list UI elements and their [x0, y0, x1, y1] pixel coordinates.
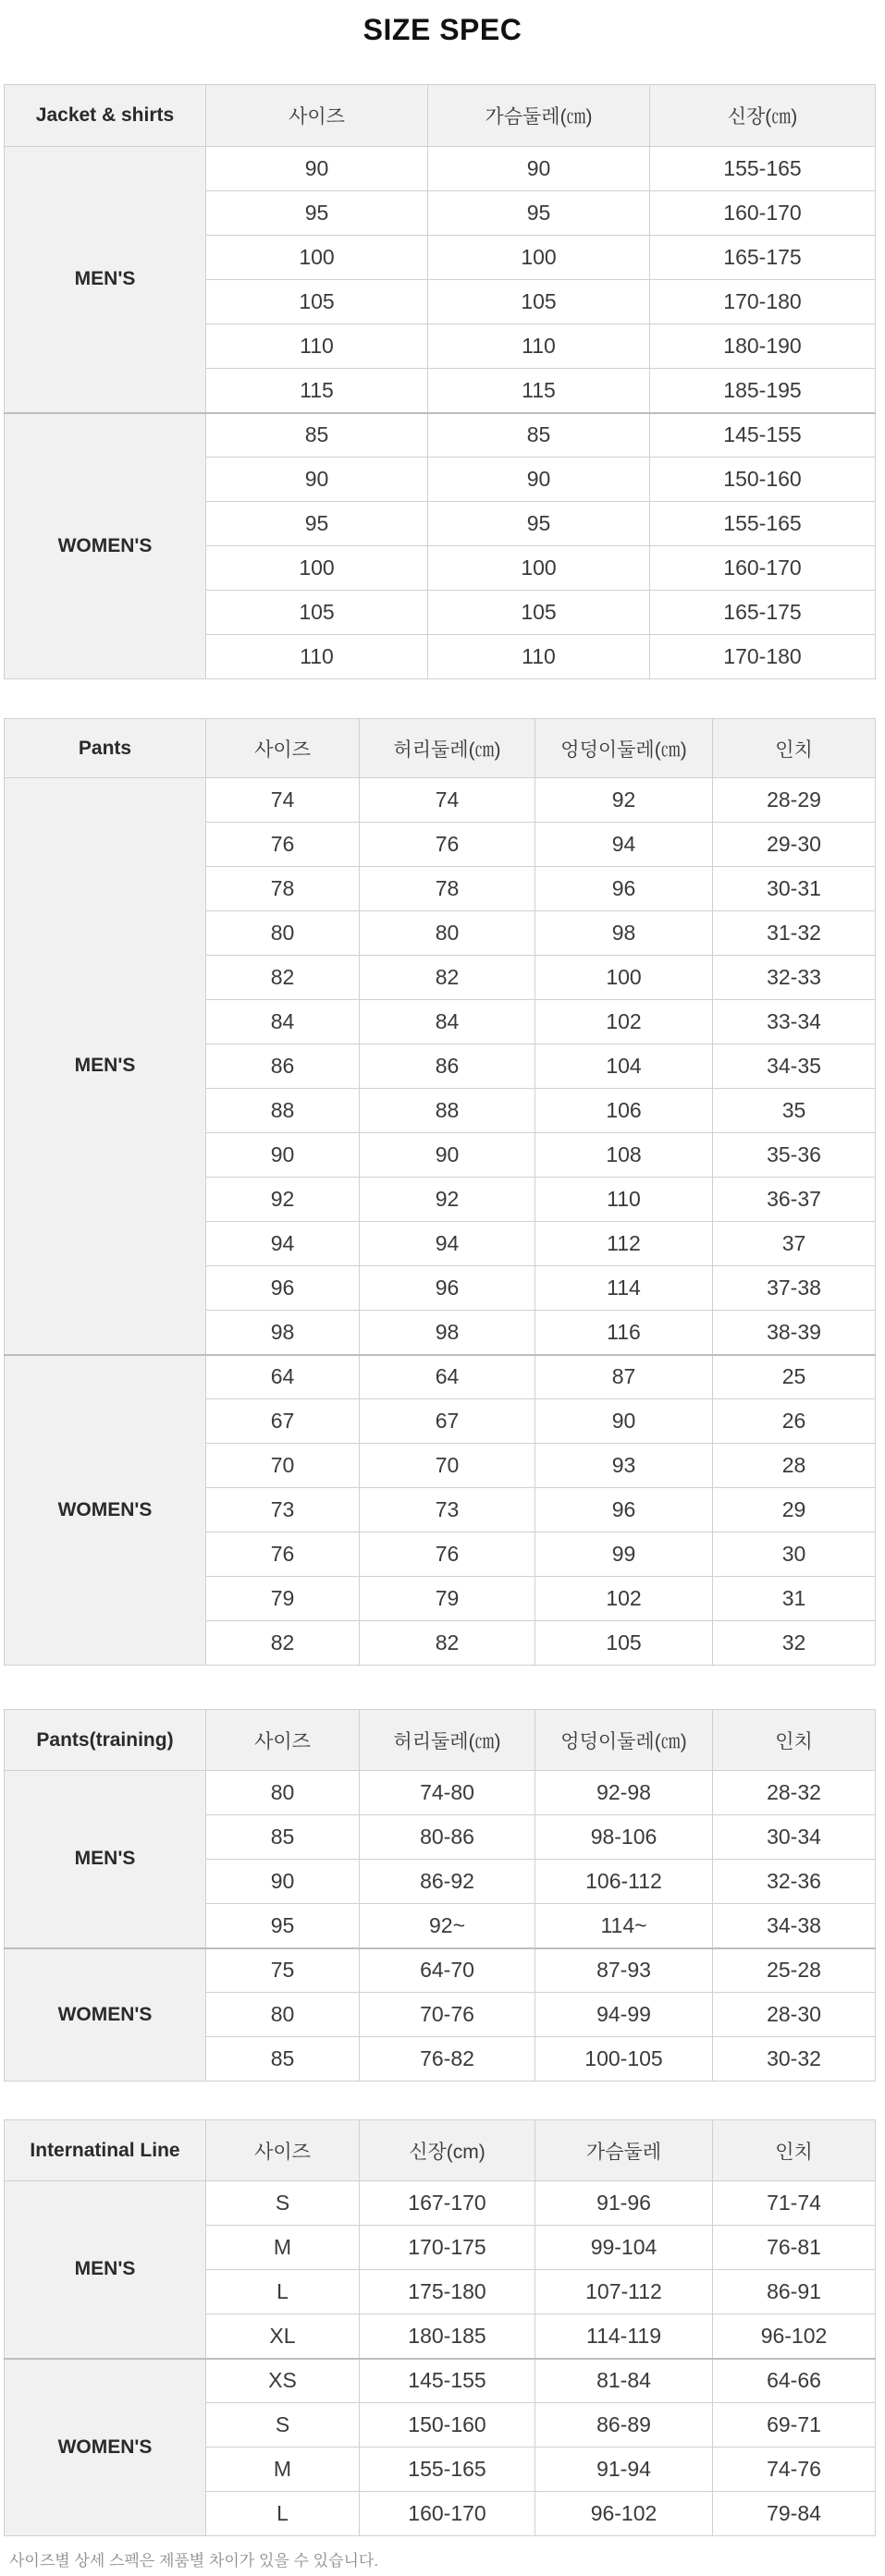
cell: 86-92 — [360, 1860, 535, 1904]
cell: 94-99 — [535, 1993, 713, 2037]
cell: 67 — [360, 1399, 535, 1444]
table-row — [5, 1355, 876, 1399]
cell: 78 — [360, 867, 535, 911]
cell: 31 — [713, 1577, 876, 1621]
cell: 180-185 — [360, 2314, 535, 2359]
cell: 28-30 — [713, 1993, 876, 2037]
cell: 160-170 — [650, 546, 876, 591]
cell: 75 — [206, 1948, 360, 1993]
cell: 91-94 — [535, 2448, 713, 2492]
cell: 96 — [535, 867, 713, 911]
cell: 30-34 — [713, 1815, 876, 1860]
cell: 82 — [360, 1621, 535, 1666]
header-category: Internatinal Line — [5, 2120, 206, 2181]
table-header-row — [5, 2120, 876, 2181]
cell: 74 — [206, 778, 360, 823]
cell: 90 — [428, 458, 650, 502]
cell: 96 — [206, 1266, 360, 1311]
cell: 180-190 — [650, 324, 876, 369]
cell: 34-35 — [713, 1044, 876, 1089]
cell: 76-81 — [713, 2226, 876, 2270]
cell: 96-102 — [713, 2314, 876, 2359]
cell: L — [206, 2270, 360, 2314]
cell: 30-32 — [713, 2037, 876, 2082]
cell: 30 — [713, 1532, 876, 1577]
cell: 170-180 — [650, 635, 876, 679]
cell: 100 — [206, 546, 428, 591]
cell: 107-112 — [535, 2270, 713, 2314]
cell: 64-66 — [713, 2359, 876, 2403]
cell: 94 — [360, 1222, 535, 1266]
header-inch: 인치 — [713, 719, 876, 778]
cell: 155-165 — [360, 2448, 535, 2492]
cell: 90 — [206, 1860, 360, 1904]
cell: 71-74 — [713, 2181, 876, 2226]
cell: 31-32 — [713, 911, 876, 956]
cell: 76-82 — [360, 2037, 535, 2082]
cell: 76 — [360, 1532, 535, 1577]
cell: 85 — [428, 413, 650, 458]
cell: 82 — [206, 956, 360, 1000]
cell: 94 — [535, 823, 713, 867]
cell: 74-76 — [713, 2448, 876, 2492]
cell: 165-175 — [650, 591, 876, 635]
cell: 70 — [360, 1444, 535, 1488]
cell: 92 — [206, 1178, 360, 1222]
header-height: 신장(㎝) — [650, 85, 876, 147]
cell: 64-70 — [360, 1948, 535, 1993]
cell: 150-160 — [360, 2403, 535, 2448]
cell: 73 — [360, 1488, 535, 1532]
cell: 150-160 — [650, 458, 876, 502]
header-chest: 가슴둘레(㎝) — [428, 85, 650, 147]
cell: 32-36 — [713, 1860, 876, 1904]
cell: 115 — [206, 369, 428, 413]
cell: 155-165 — [650, 502, 876, 546]
cell: 160-170 — [360, 2492, 535, 2536]
cell: 110 — [428, 635, 650, 679]
cell: 105 — [535, 1621, 713, 1666]
cell: 86-89 — [535, 2403, 713, 2448]
header-chest: 가슴둘레 — [535, 2120, 713, 2181]
cell: 114-119 — [535, 2314, 713, 2359]
cell: 64 — [360, 1355, 535, 1399]
cell: 110 — [206, 324, 428, 369]
cell: 35 — [713, 1089, 876, 1133]
cell: 36-37 — [713, 1178, 876, 1222]
table-header-row — [5, 85, 876, 147]
cell: 108 — [535, 1133, 713, 1178]
cell: 85 — [206, 2037, 360, 2082]
cell: 116 — [535, 1311, 713, 1355]
cell: 32-33 — [713, 956, 876, 1000]
cell: 105 — [206, 280, 428, 324]
cell: 99-104 — [535, 2226, 713, 2270]
cell: 82 — [206, 1621, 360, 1666]
cell: 90 — [360, 1133, 535, 1178]
cell: 100 — [428, 546, 650, 591]
cell: 96 — [360, 1266, 535, 1311]
cell: 98 — [360, 1311, 535, 1355]
cell: 90 — [206, 147, 428, 191]
cell: 105 — [206, 591, 428, 635]
cell: 95 — [206, 191, 428, 236]
cell: 29 — [713, 1488, 876, 1532]
cell: 32 — [713, 1621, 876, 1666]
cell: 160-170 — [650, 191, 876, 236]
header-size: 사이즈 — [206, 719, 360, 778]
header-size: 사이즈 — [206, 2120, 360, 2181]
cell: 85 — [206, 413, 428, 458]
group-label-womens: WOMEN'S — [5, 413, 206, 679]
cell: 33-34 — [713, 1000, 876, 1044]
cell: 74-80 — [360, 1771, 535, 1815]
header-hip: 엉덩이둘레(㎝) — [535, 719, 713, 778]
cell: 110 — [428, 324, 650, 369]
cell: 94 — [206, 1222, 360, 1266]
header-height: 신장(cm) — [360, 2120, 535, 2181]
header-inch: 인치 — [713, 1710, 876, 1771]
table-header-row — [5, 1710, 876, 1771]
cell: 114 — [535, 1266, 713, 1311]
cell: 91-96 — [535, 2181, 713, 2226]
cell: 70 — [206, 1444, 360, 1488]
cell: 28-29 — [713, 778, 876, 823]
jacket-shirts-size-table — [4, 84, 876, 679]
cell: 81-84 — [535, 2359, 713, 2403]
cell: 85 — [206, 1815, 360, 1860]
cell: M — [206, 2226, 360, 2270]
group-label-mens: MEN'S — [5, 778, 206, 1355]
cell: 165-175 — [650, 236, 876, 280]
cell: 98 — [206, 1311, 360, 1355]
cell: 70-76 — [360, 1993, 535, 2037]
cell: 98-106 — [535, 1815, 713, 1860]
group-label-womens: WOMEN'S — [5, 2359, 206, 2536]
table-row — [5, 778, 876, 823]
cell: 98 — [535, 911, 713, 956]
cell: 84 — [360, 1000, 535, 1044]
cell: 115 — [428, 369, 650, 413]
cell: 38-39 — [713, 1311, 876, 1355]
cell: 96 — [535, 1488, 713, 1532]
cell: 100 — [206, 236, 428, 280]
header-hip: 엉덩이둘레(㎝) — [535, 1710, 713, 1771]
group-label-womens: WOMEN'S — [5, 1355, 206, 1666]
cell: 84 — [206, 1000, 360, 1044]
cell: 95 — [206, 502, 428, 546]
cell: 86 — [206, 1044, 360, 1089]
cell: 76 — [360, 823, 535, 867]
cell: L — [206, 2492, 360, 2536]
cell: 102 — [535, 1577, 713, 1621]
table-row — [5, 1771, 876, 1815]
cell: 86 — [360, 1044, 535, 1089]
international-line-size-table — [4, 2119, 876, 2536]
cell: 88 — [360, 1089, 535, 1133]
page-title: SIZE SPEC — [363, 13, 522, 46]
cell: 112 — [535, 1222, 713, 1266]
footnote: 사이즈별 상세 스펙은 제품별 차이가 있을 수 있습니다. — [9, 2552, 379, 2570]
cell: 80-86 — [360, 1815, 535, 1860]
cell: 80 — [206, 1993, 360, 2037]
cell: 100 — [535, 956, 713, 1000]
cell: 95 — [428, 191, 650, 236]
cell: 100-105 — [535, 2037, 713, 2082]
cell: 74 — [360, 778, 535, 823]
table-row — [5, 147, 876, 191]
header-size: 사이즈 — [206, 1710, 360, 1771]
cell: 100 — [428, 236, 650, 280]
cell: 90 — [206, 458, 428, 502]
group-label-mens: MEN'S — [5, 1771, 206, 1948]
cell: 106-112 — [535, 1860, 713, 1904]
header-size: 사이즈 — [206, 85, 428, 147]
cell: 106 — [535, 1089, 713, 1133]
cell: 104 — [535, 1044, 713, 1089]
cell: 76 — [206, 1532, 360, 1577]
cell: 90 — [206, 1133, 360, 1178]
cell: 105 — [428, 591, 650, 635]
table-header-row — [5, 719, 876, 778]
cell: 145-155 — [650, 413, 876, 458]
cell: 73 — [206, 1488, 360, 1532]
pants-size-table — [4, 718, 876, 1666]
group-label-mens: MEN'S — [5, 147, 206, 413]
header-waist: 허리둘레(㎝) — [360, 1710, 535, 1771]
cell: 95 — [428, 502, 650, 546]
cell: 96-102 — [535, 2492, 713, 2536]
table-row — [5, 413, 876, 458]
group-label-mens: MEN'S — [5, 2181, 206, 2359]
cell: 92~ — [360, 1904, 535, 1948]
cell: 79 — [360, 1577, 535, 1621]
cell: 76 — [206, 823, 360, 867]
cell: 99 — [535, 1532, 713, 1577]
cell: 35-36 — [713, 1133, 876, 1178]
cell: 26 — [713, 1399, 876, 1444]
header-category: Jacket & shirts — [5, 85, 206, 147]
cell: 185-195 — [650, 369, 876, 413]
table-row — [5, 2359, 876, 2403]
group-label-womens: WOMEN'S — [5, 1948, 206, 2082]
cell: S — [206, 2181, 360, 2226]
cell: 92 — [360, 1178, 535, 1222]
cell: 95 — [206, 1904, 360, 1948]
cell: 82 — [360, 956, 535, 1000]
cell: 88 — [206, 1089, 360, 1133]
cell: 102 — [535, 1000, 713, 1044]
cell: 110 — [206, 635, 428, 679]
cell: 87 — [535, 1355, 713, 1399]
cell: XS — [206, 2359, 360, 2403]
cell: 93 — [535, 1444, 713, 1488]
cell: 155-165 — [650, 147, 876, 191]
cell: 90 — [535, 1399, 713, 1444]
cell: XL — [206, 2314, 360, 2359]
header-category: Pants(training) — [5, 1710, 206, 1771]
cell: 29-30 — [713, 823, 876, 867]
table-row — [5, 1948, 876, 1993]
cell: 37 — [713, 1222, 876, 1266]
cell: 69-71 — [713, 2403, 876, 2448]
cell: 92-98 — [535, 1771, 713, 1815]
cell: 170-175 — [360, 2226, 535, 2270]
cell: 86-91 — [713, 2270, 876, 2314]
cell: 25 — [713, 1355, 876, 1399]
cell: 79-84 — [713, 2492, 876, 2536]
cell: 28 — [713, 1444, 876, 1488]
cell: 105 — [428, 280, 650, 324]
cell: 87-93 — [535, 1948, 713, 1993]
cell: S — [206, 2403, 360, 2448]
cell: 67 — [206, 1399, 360, 1444]
cell: 175-180 — [360, 2270, 535, 2314]
cell: 37-38 — [713, 1266, 876, 1311]
header-inch: 인치 — [713, 2120, 876, 2181]
cell: 30-31 — [713, 867, 876, 911]
cell: 80 — [206, 1771, 360, 1815]
header-waist: 허리둘레(㎝) — [360, 719, 535, 778]
cell: 92 — [535, 778, 713, 823]
table-row — [5, 2181, 876, 2226]
cell: 114~ — [535, 1904, 713, 1948]
cell: M — [206, 2448, 360, 2492]
cell: 110 — [535, 1178, 713, 1222]
cell: 28-32 — [713, 1771, 876, 1815]
header-category: Pants — [5, 719, 206, 778]
cell: 80 — [206, 911, 360, 956]
cell: 79 — [206, 1577, 360, 1621]
cell: 90 — [428, 147, 650, 191]
cell: 80 — [360, 911, 535, 956]
cell: 167-170 — [360, 2181, 535, 2226]
cell: 170-180 — [650, 280, 876, 324]
cell: 64 — [206, 1355, 360, 1399]
cell: 145-155 — [360, 2359, 535, 2403]
cell: 34-38 — [713, 1904, 876, 1948]
pants-training-size-table — [4, 1709, 876, 2082]
cell: 78 — [206, 867, 360, 911]
cell: 25-28 — [713, 1948, 876, 1993]
